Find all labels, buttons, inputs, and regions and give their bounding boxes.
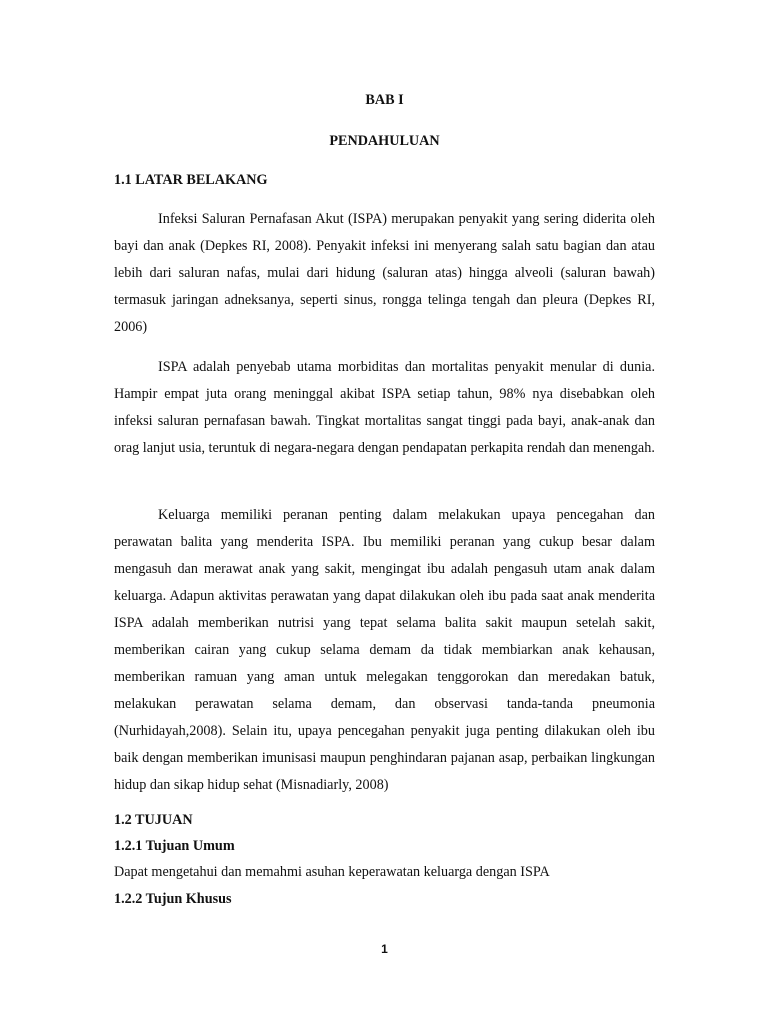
section-heading-latar-belakang: 1.1 LATAR BELAKANG [114, 172, 268, 188]
chapter-number: BAB I [365, 92, 404, 108]
paragraph: Keluarga memiliki peranan penting dalam melakukan upaya pencegahan dan perawatan balita yang menderita ISPA. Ibu memiliki peranan yang cukup besar dalam mengasuh dan merawat anak yang sakit, mengingat ibu adalah pengasuh utam anak dalam keluarga. Adapun aktivitas perawatan yang dapat dilakukan oleh ibu pada saat anak menderita ISPA adalah memberikan nutrisi yang tepat selama balita sakit maupun setelah sakit, memberikan cairan yang cukup selama demam da tidak membiarkan anak kehausan, memberikan ramuan yang aman untuk melegakan tenggorokan dan meredakan batuk, melakukan perawatan selama demam, dan observasi tanda-tanda pneumonia (Nurhidayah,2008). Selain itu, upaya pencegahan penyakit juga penting dilakukan oleh ibu baik dengan memberikan imunisasi maupun penghindaran pajanan asap, perbaikan lingkungan hidup dan sikap hidup sehat (Misnadiarly, 2008) [114, 507, 655, 793]
paragraph: Infeksi Saluran Pernafasan Akut (ISPA) merupakan penyakit yang sering diderita oleh bayi dan anak (Depkes RI, 2008). Penyakit infeksi ini menyerang salah satu bagian dan atau lebih dari saluran nafas, mulai dari hidung (saluran atas) hingga alveoli (saluran bawah) termasuk jaringan adneksanya, seperti sinus, rongga telinga tengah dan pleura (Depkes RI, 2006) [114, 211, 655, 335]
paragraph: ISPA adalah penyebab utama morbiditas dan mortalitas penyakit menular di dunia. Hampir empat juta orang meninggal akibat ISPA setiap tahun, 98% nya disebabkan oleh infeksi saluran pernafasan bawah. Tingkat mortalitas sangat tinggi pada bayi, anak-anak dan orag lanjut usia, teruntuk di negara-negara dengan pendapatan perkapita rendah dan menengah. [114, 359, 655, 456]
section-heading-tujuan: 1.2 TUJUAN [114, 812, 193, 828]
subsection-heading-tujuan-umum: 1.2.1 Tujuan Umum [114, 838, 235, 854]
page-number: 1 [381, 942, 388, 956]
subsection-heading-tujuan-khusus: 1.2.2 Tujun Khusus [114, 891, 232, 907]
tujuan-umum-text: Dapat mengetahui dan memahmi asuhan keperawatan keluarga dengan ISPA [114, 864, 550, 880]
document-page [114, 0, 655, 1024]
chapter-title: PENDAHULUAN [329, 133, 440, 149]
